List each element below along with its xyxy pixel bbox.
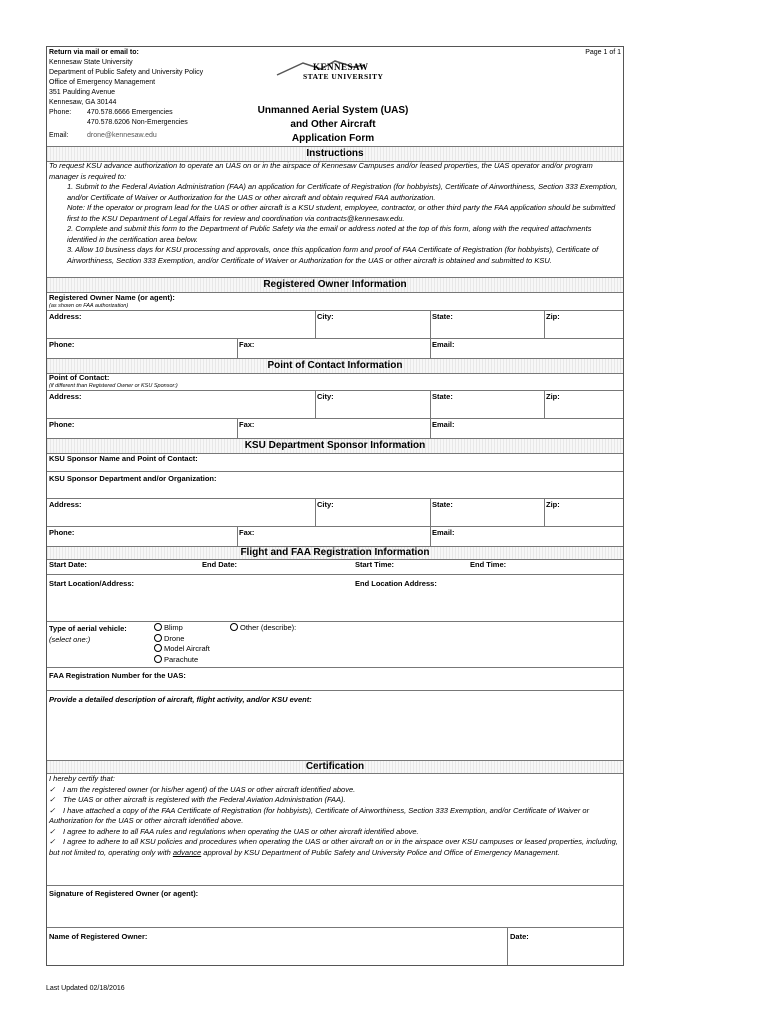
contact-header — [47, 358, 623, 374]
certification-intro: I hereby certify that: — [49, 774, 115, 783]
owner-name-sign-label: Name of Registered Owner: — [49, 932, 148, 941]
sponsor-zip-label: Zip: — [546, 500, 560, 509]
contact-city-label: City: — [317, 392, 334, 401]
contact-fax-label: Fax: — [239, 420, 255, 429]
address-line: Department of Public Safety and University Policy — [49, 69, 204, 76]
checkmark-icon: ✓ — [49, 837, 56, 846]
email-label: Email: — [49, 132, 69, 139]
certification-item-text: approval by KSU Department of Public Safety and University Police and Office of Emergency Management. — [201, 847, 560, 857]
certification-item — [49, 837, 619, 858]
sponsor-state-label: State: — [432, 500, 453, 509]
description-label: Provide a detailed description of aircraft, flight activity, and/or KSU event: — [49, 695, 312, 704]
radio-icon[interactable] — [154, 623, 162, 631]
sponsor-city-label: City: — [317, 500, 334, 509]
contact-heading: Point of Contact Information — [267, 360, 403, 371]
option-blimp[interactable] — [154, 623, 210, 634]
flight-heading: Flight and FAA Registration Information — [240, 547, 430, 558]
phone-non-emergency: 470.578.6206 Non-Emergencies — [87, 119, 188, 126]
address-line: Kennesaw, GA 30144 — [49, 99, 117, 106]
owner-email-label: Email: — [432, 340, 455, 349]
option-label: Parachute — [164, 654, 199, 664]
sponsor-heading: KSU Department Sponsor Information — [244, 440, 426, 451]
phone-emergency: 470.578.6666 Emergencies — [87, 109, 173, 116]
option-label: Drone — [164, 633, 185, 643]
owner-address-label: Address: — [49, 312, 82, 321]
last-updated: Last Updated 02/18/2016 — [46, 985, 125, 992]
owner-name-label: Registered Owner Name (or agent): — [49, 293, 175, 302]
sponsor-phone-label: Phone: — [49, 528, 75, 537]
sponsor-header — [47, 438, 623, 454]
certification-item-text: I have attached a copy of the FAA Certificate of Registration (for hobbyists), Certificate of Airworthiness, Section 333 Exemption, and/or Certificate of Waiver or Authorization for the UAS or other aircraft identified above. — [49, 805, 590, 825]
radio-icon[interactable] — [154, 655, 162, 663]
address-line: 351 Paulding Avenue — [49, 89, 116, 96]
contact-phone-label: Phone: — [49, 420, 75, 429]
date-label: Date: — [510, 932, 529, 941]
signature-label: Signature of Registered Owner (or agent): — [49, 889, 199, 898]
checkmark-icon: ✓ — [49, 784, 56, 794]
instructions-item-3: 3. Allow 10 business days for KSU processing and approvals, once this application form and proof of FAA Certificate of Registration (for hobbyists), Certificate of Airworthiness, Section 333 Exemption, and/or Certificate of Waiver or Authorization for the UAS or other aircraft is obtained and submitted to KSU. — [67, 245, 599, 265]
certification-item — [49, 806, 619, 827]
start-time-label: Start Time: — [355, 560, 395, 569]
checkmark-icon: ✓ — [49, 805, 56, 815]
sponsor-fax-label: Fax: — [239, 528, 255, 537]
address-line: Kennesaw State University — [49, 59, 133, 66]
sponsor-dept-label: KSU Sponsor Department and/or Organization: — [49, 474, 217, 483]
flight-header — [47, 546, 623, 560]
return-label: Return via mail or email to: — [49, 49, 139, 56]
radio-icon[interactable] — [230, 623, 238, 631]
ksu-logo — [273, 55, 393, 83]
end-location-label: End Location Address: — [355, 579, 437, 588]
certification-item-text: The UAS or other aircraft is registered with the Federal Aviation Administration (FAA). — [63, 795, 346, 804]
owner-phone-label: Phone: — [49, 340, 75, 349]
owner-state-label: State: — [432, 312, 453, 321]
sponsor-email-label: Email: — [432, 528, 455, 537]
vehicle-type-label: Type of aerial vehicle: — [49, 624, 127, 633]
option-model-aircraft[interactable] — [154, 644, 210, 655]
instructions-header — [47, 146, 623, 162]
certification-item-text: I agree to adhere to all KSU policies and procedures when operating the UAS or other aircraft on or in the airspace over KSU campuses or leased properties, including, but not limited to, operating only with — [49, 837, 618, 857]
form-title-line1: Unmanned Aerial System (UAS) — [257, 105, 409, 116]
owner-name-note: (as shown on FAA authorization) — [49, 303, 129, 309]
page-number: Page 1 of 1 — [585, 49, 621, 56]
option-label: Blimp — [164, 623, 183, 632]
address-line: Office of Emergency Management — [49, 79, 156, 86]
option-parachute[interactable] — [154, 655, 210, 666]
email-link[interactable]: drone@kennesaw.edu — [87, 132, 157, 139]
radio-icon[interactable] — [154, 634, 162, 642]
checkmark-icon: ✓ — [49, 795, 56, 804]
option-drone[interactable] — [154, 634, 210, 645]
certification-item — [49, 827, 619, 838]
start-location-label: Start Location/Address: — [49, 579, 135, 588]
phone-label: Phone: — [49, 109, 72, 116]
logo-line1: KENNESAW — [313, 62, 369, 72]
form-title-line2: and Other Aircraft — [290, 119, 376, 130]
owner-header — [47, 277, 623, 293]
contact-note: (if different than Registered Owner or KSU Sponsor:) — [49, 383, 178, 389]
sponsor-name-label: KSU Sponsor Name and Point of Contact: — [49, 454, 198, 463]
end-time-label: End Time: — [470, 560, 507, 569]
instructions-body — [49, 161, 619, 266]
logo-line2: STATE UNIVERSITY — [303, 72, 384, 81]
certification-header — [47, 760, 623, 774]
end-date-label: End Date: — [202, 560, 238, 569]
owner-zip-label: Zip: — [546, 312, 560, 321]
owner-heading: Registered Owner Information — [263, 279, 407, 290]
certification-body — [49, 774, 619, 858]
owner-city-label: City: — [317, 312, 334, 321]
instructions-heading: Instructions — [306, 148, 364, 159]
radio-icon[interactable] — [154, 644, 162, 652]
certification-heading: Certification — [305, 761, 365, 772]
vehicle-type-note: (select one:) — [49, 635, 91, 644]
owner-fax-label: Fax: — [239, 340, 255, 349]
contact-address-label: Address: — [49, 392, 82, 401]
checkmark-icon: ✓ — [49, 826, 56, 836]
contact-zip-label: Zip: — [546, 392, 560, 401]
option-other[interactable] — [230, 623, 296, 634]
instructions-intro: To request KSU advance authorization to operate an UAS on or in the airspace of Kennesaw Campuses and/or leased properties, the UAS operator and/or program manager is required to: — [49, 161, 593, 181]
instructions-note: Note: If the operator or program lead for the UAS or other aircraft is a KSU student, employee, contractor, or other third party the FAA application should be submitted first to the KSU Department of Legal Affairs for review and coordination via contracts@kennesaw.edu. — [67, 203, 616, 223]
contact-label: Point of Contact: — [49, 373, 110, 382]
certification-item-text: I am the registered owner (or his/her agent) of the UAS or other aircraft identified above. — [63, 784, 356, 794]
certification-item — [49, 785, 619, 796]
certification-item-emphasis: advance — [172, 847, 202, 857]
form-title-line3: Application Form — [291, 133, 375, 144]
certification-item — [49, 795, 619, 806]
application-form — [46, 46, 624, 966]
contact-email-label: Email: — [432, 420, 455, 429]
return-info — [49, 48, 203, 141]
vehicle-options — [154, 623, 210, 665]
start-date-label: Start Date: — [49, 560, 87, 569]
contact-state-label: State: — [432, 392, 453, 401]
option-label: Model Aircraft — [164, 644, 210, 653]
sponsor-address-label: Address: — [49, 500, 82, 509]
instructions-item-2: 2. Complete and submit this form to the Department of Public Safety via the email or address noted at the top of this form, along with the required attachments identified in the certification area below. — [67, 224, 592, 244]
option-label: Other (describe): — [240, 623, 297, 632]
certification-item-text: I agree to adhere to all FAA rules and regulations when operating the UAS or other aircraft identified above. — [63, 826, 419, 836]
faa-registration-label: FAA Registration Number for the UAS: — [49, 671, 186, 680]
instructions-item-1: 1. Submit to the Federal Aviation Administration (FAA) an application for Certificate of Registration (for hobbyists), Certificate of Airworthiness, Section 333 Exemption, and/or Certificate of Waiver or Authorization for the UAS or other aircraft and obtain required FAA authorization. — [67, 182, 618, 202]
